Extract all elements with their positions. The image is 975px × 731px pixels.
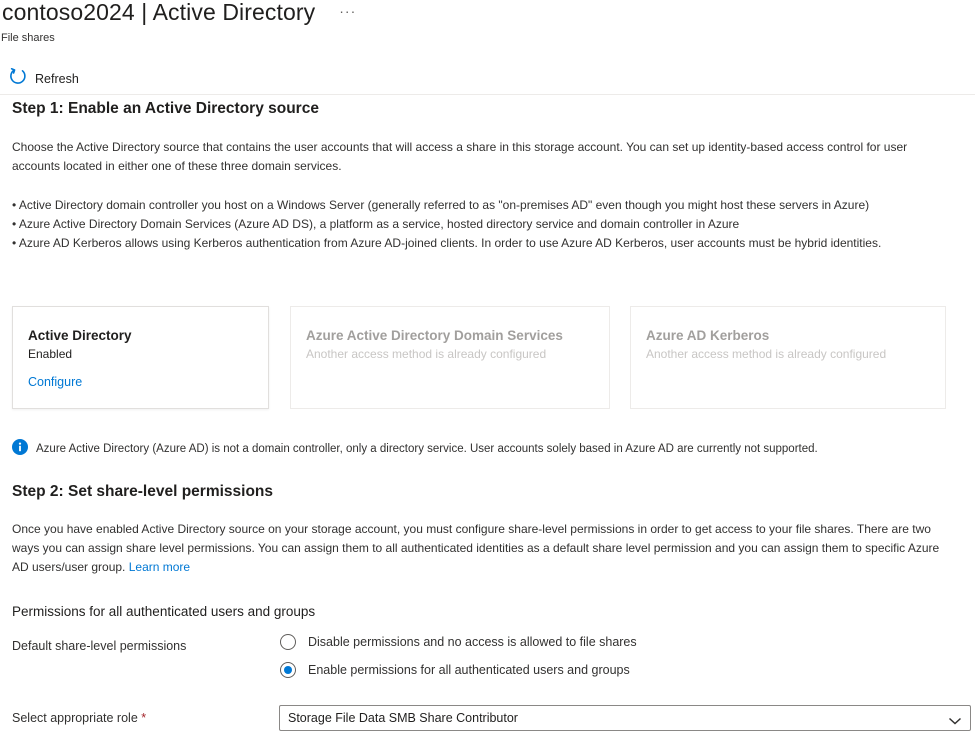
configure-link[interactable]: Configure [28, 375, 83, 389]
info-banner [12, 439, 818, 458]
card-title: Azure Active Directory Domain Services [306, 328, 563, 343]
bullet-item: • Azure AD Kerberos allows using Kerberos authentication from Azure AD-joined clients. In order to use Azure AD Kerberos, user accounts must be hybrid identities. [12, 236, 882, 250]
required-asterisk: * [141, 711, 147, 725]
step1-intro [12, 138, 942, 176]
page-title: contoso2024 | Active Directory [2, 0, 316, 25]
permissions-section-title: Permissions for all authenticated users and groups [12, 604, 316, 619]
refresh-label: Refresh [35, 71, 79, 86]
step1-bullets [12, 196, 942, 253]
card-title: Azure AD Kerberos [646, 328, 770, 343]
select-role-label [12, 711, 146, 725]
role-label-text: Select appropriate role [12, 711, 138, 725]
role-dropdown-value: Storage File Data SMB Share Contributor [288, 711, 518, 725]
card-title: Active Directory [28, 328, 132, 343]
radio-circle-selected[interactable] [280, 662, 296, 678]
default-permissions-label: Default share-level permissions [12, 639, 187, 653]
card-azure-ad-kerberos [630, 306, 946, 409]
info-message: Azure Active Directory (Azure AD) is not a domain controller, only a directory service. User accounts solely based in Azure AD are currently not supported. [36, 442, 818, 455]
bullet-item: • Azure Active Directory Domain Services (Azure AD DS), a platform as a service, hosted directory service and domain controller in Azure [12, 217, 740, 231]
card-status: Enabled [28, 347, 73, 361]
card-active-directory[interactable] [12, 306, 269, 409]
radio-label: Disable permissions and no access is allowed to file shares [308, 635, 637, 649]
step2-heading: Step 2: Set share-level permissions [12, 483, 274, 500]
refresh-icon [8, 66, 28, 91]
role-dropdown[interactable] [279, 705, 971, 731]
command-bar [0, 60, 975, 95]
bullet-item: • Active Directory domain controller you host on a Windows Server (generally referred to as "on-premises AD" even though you might host these servers in Azure) [12, 198, 870, 212]
chevron-down-icon [948, 713, 962, 731]
card-status: Another access method is already configured [306, 347, 547, 361]
learn-more-link[interactable]: Learn more [128, 560, 191, 574]
radio-dot [284, 666, 292, 674]
radio-enable-permissions[interactable] [280, 662, 630, 678]
radio-label: Enable permissions for all authenticated users and groups [308, 663, 630, 677]
page-subtitle: File shares [1, 32, 55, 44]
title-row [2, 0, 356, 26]
card-azure-ad-ds [290, 306, 610, 409]
info-icon [12, 439, 28, 458]
radio-circle[interactable] [280, 634, 296, 650]
more-options-button[interactable]: ··· [339, 2, 357, 19]
step2-text: Once you have enabled Active Directory source on your storage account, you must configure share-level permissions in order to get access to your file shares. There are two ways you can assign share level permissions. You can assign them to all authenticated identities as a default share level permission and you can assign them to specific Azure AD users/user group. [12, 522, 940, 574]
step1-heading: Step 1: Enable an Active Directory source [12, 100, 319, 117]
step2-paragraph [12, 520, 942, 577]
card-status: Another access method is already configured [646, 347, 887, 361]
step1-intro-text: Choose the Active Directory source that contains the user accounts that will access a share in this storage account. You can set up identity-based access control for user accounts located in either one of these three domain services. [12, 140, 908, 173]
refresh-button[interactable] [8, 66, 79, 91]
radio-disable-permissions[interactable] [280, 634, 637, 650]
